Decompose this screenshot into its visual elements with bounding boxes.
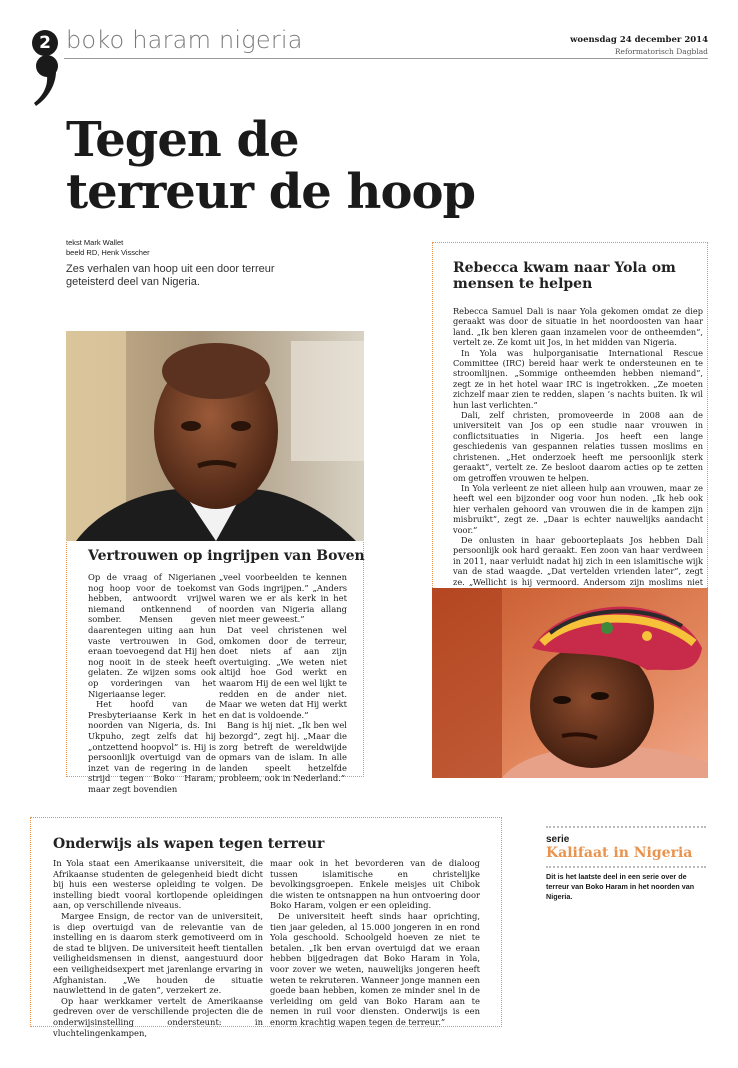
serie-divider-top: [546, 826, 706, 828]
box-trust-column-1: [88, 572, 216, 794]
paragraph: In Yola staat een Amerikaanse universiteit, die Afrikaanse studenten de gelegenheid biedt dicht bij huis een westerse opleiding te volgen. De instelling biedt vooral kortlopende opleidingen aan, op verschillende niveaus.: [53, 858, 263, 911]
header-divider: [64, 58, 708, 59]
serie-label: serie: [546, 834, 570, 845]
paragraph: Op de vraag of Nigerianen nog hoop voor de toekomst hebben, antwoordt vrijwel niemand ontkennend of somber. Mensen geven daarentegen uiting aan hun vaste vertrouwen in God, eraan toevoegend dat Hij hen nog nooit in de steek heeft gelaten. Ze wijzen soms ook op vorderingen van het Nigeriaanse leger.: [88, 572, 216, 699]
paragraph: Het hoofd van de Presbyteriaanse Kerk in het noorden van Nigeria, ds. Ini Ukpuho, zegt zelfs dat hij „ontzettend hoopvol” is. Hij is persoonlijk overtuigd van de inzet van de regering in de strijd tegen Boko Haram, maar zegt bovendien: [88, 699, 216, 794]
headline-line-2: terreur de hoop: [66, 164, 476, 220]
issue-date: woensdag 24 december 2014: [570, 35, 708, 45]
photo-pastor: [66, 331, 364, 541]
intro-text: Zes verhalen van hoop uit een door terreur geteisterd deel van Nigeria.: [66, 263, 275, 288]
paragraph: Dali, zelf christen, promoveerde in 2008 aan de universiteit van Jos op een studie naar vrouwen in conflictsituaties in Nigeria. Jos heeft een lange geschiedenis van gespannen relaties tussen moslims en christenen. „Het onderzoek heeft me persoonlijk sterk geraakt”, vertelt ze. Ze besloot daarom acties op te zetten om getroffen vrouwen te helpen.: [453, 410, 703, 483]
serie-divider-bottom: [546, 866, 706, 868]
box-education-column-2: [270, 858, 480, 1028]
headline-line-1: Tegen de: [66, 112, 299, 168]
page-number: 2: [32, 30, 58, 56]
paragraph: „veel voorbeelden te kennen van Gods ingrijpen.” „Anders waren we er als kerk in het noorden van Nigeria allang niet meer geweest.”: [219, 572, 347, 625]
paragraph: Dat veel christenen wel omkomen door de terreur, doet niets af aan zijn overtuiging. „We weten niet altijd hoe God werkt en waarom Hij de een wel lijkt te redden en de ander niet. Maar we weten dat Hij werkt en dat is voldoende.”: [219, 624, 347, 720]
photo-rebecca: [432, 588, 708, 778]
box-rebecca-title: Rebecca kwam naar Yola om mensen te helpen: [453, 260, 676, 292]
serie-title: Kalifaat in Nigeria: [546, 845, 693, 861]
credit-photo: beeld RD, Henk Visscher: [66, 248, 150, 257]
paragraph: In Yola verleent ze niet alleen hulp aan vrouwen, maar ze heeft wel een bijzonder oog voor hun noden. „Ik heb ook hier verhalen gehoord van vrouwen die in de kampen zijn misbruikt”, zegt ze. „Daar is echter nauwelijks aandacht voor.”: [453, 482, 703, 535]
box-education-column-1: [53, 858, 263, 1038]
headline: [66, 114, 486, 218]
paragraph: De universiteit heeft sinds haar oprichting, tien jaar geleden, al 15.000 jongeren in en rond Yola geschoold. Schoolgeld hoeven ze niet te betalen. „Ik ben ervan overtuigd dat we eraan hebben bijgedragen dat Boko Haram in Yola, voor zover we weten, nauwelijks jongeren heeft weten te rekruteren. Wanneer jonge mannen een goede baan hebben, komen ze minder snel in de verleiding om geld van Boko Haram aan te nemen in ruil voor diensten. Onderwijs is een enorm krachtig wapen tegen de terreur.”: [270, 910, 480, 1027]
box-trust-title: Vertrouwen op ingrijpen van Boven: [88, 548, 365, 564]
serie-description: Dit is het laatste deel in een serie over de terreur van Boko Haram in het noorden van Nigeria.: [546, 872, 695, 901]
comma-logo-icon: [30, 54, 62, 110]
box-education-title: Onderwijs als wapen tegen terreur: [53, 836, 325, 852]
paragraph: Rebecca Samuel Dali is naar Yola gekomen omdat ze diep geraakt was door de situatie in het noordoosten van haar land. „Ik ben kleren gaan inzamelen voor de ontheemden”, vertelt ze. Ze komt uit Jos, in het midden van Nigeria.: [453, 306, 703, 348]
paragraph: Op haar werkkamer vertelt de Amerikaanse gedreven over de verschillende projecten die de onderwijsinstelling ondersteunt: in vluchtelingenkampen,: [53, 995, 263, 1038]
paragraph: Bang is hij niet. „Ik ben wel bezorgd”, zegt hij. „Maar die zorg betreft de wereldwijde opmars van de islam. In alle landen speelt hetzelfde probleem, ook in Nederland.”: [219, 720, 347, 784]
paragraph: In Yola was hulporganisatie International Rescue Committee (IRC) bereid haar werk te ondersteunen en te stroomlijnen. „Sommige ontheemden hebben niemand”, zegt ze in het hotel waar IRC is ingetrokken. „Ze moeten zichzelf maar zien te redden, slapen ’s nachts buiten. Ik wil hun last verlichten.”: [453, 347, 703, 410]
paragraph: Margee Ensign, de rector van de universiteit, is diep overtuigd van de relevantie van de instelling en is daarom sterk gemotiveerd om in de stad te blijven. De universiteit heeft tientallen veiligheidsmensen in dienst, aangestuurd door een veiligheidsexpert met jarenlange ervaring in Afghanistan. „We houden de situatie nauwlettend in de gaten”, verzekert ze.: [53, 910, 263, 996]
section-title: boko haram nigeria: [66, 26, 303, 54]
box-trust-column-2: [219, 572, 347, 784]
newspaper-name: Reformatorisch Dagblad: [614, 47, 708, 56]
paragraph: maar ook in het bevorderen van de dialoog tussen islamitische en christelijke bevolkingsgroepen. Enkele meisjes uit Chibok die wisten te ontsnappen na hun ontvoering door Boko Haram, volgen er een opleiding.: [270, 858, 480, 911]
credit-author: tekst Mark Wallet: [66, 238, 124, 247]
paragraph: De onlusten in haar geboorteplaats Jos hebben Dali persoonlijk ook hard geraakt. Een zoon van haar verdween in 2011, naar verluidt nadat hij zich in een islamitische wijk van de stad waagde. „Dat vertelden vrienden later”, zegt ze. „Wellicht is hij vermoord. Andersom zijn moslims niet: [453, 534, 703, 587]
